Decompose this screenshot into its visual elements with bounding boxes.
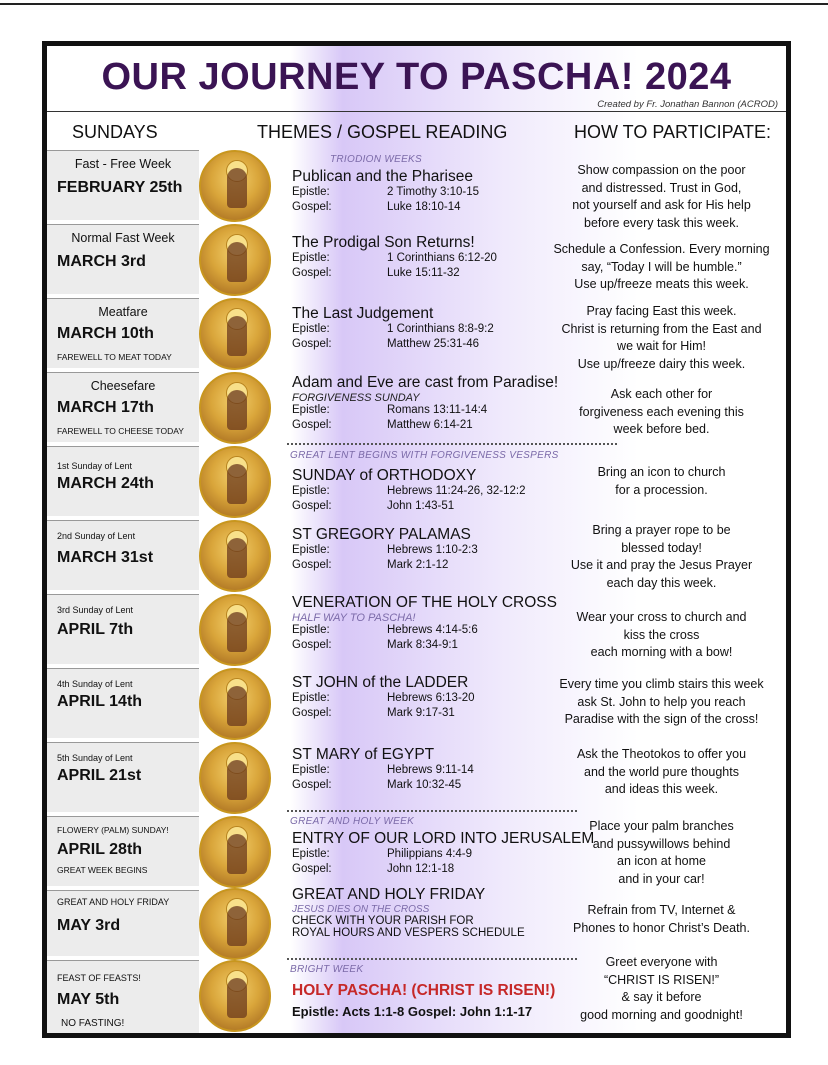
text-line: CHECK WITH YOUR PARISH FOR xyxy=(292,915,474,927)
text-line: Mark 10:32-45 xyxy=(387,779,462,791)
text-line: John 12:1-18 xyxy=(387,863,455,875)
gregory-palamas-icon xyxy=(199,520,271,592)
text-line: each day this week. xyxy=(606,575,717,590)
text-line: 4th Sunday of Lent xyxy=(57,679,133,689)
text-line: Meatfare xyxy=(98,305,148,319)
text-line: Epistle: xyxy=(292,252,330,264)
column-header-participate: HOW TO PARTICIPATE: xyxy=(574,122,772,142)
text-line: Paradise with the sign of the cross! xyxy=(564,712,759,726)
text-line: Mark 8:34-9:1 xyxy=(387,639,458,651)
text-line: 1 Corinthians 8:8-9:2 xyxy=(387,323,494,335)
text-line: forgiveness each evening this xyxy=(579,404,744,419)
text-line: and the world pure thoughts xyxy=(584,764,739,779)
theme-subtitle: JESUS DIES ON THE CROSS xyxy=(292,904,430,915)
sunday-date: APRIL 14th xyxy=(57,693,143,710)
participation-text xyxy=(537,241,786,294)
text-line: blessed today! xyxy=(621,540,702,555)
text-line: Epistle: xyxy=(292,624,330,636)
text-line: 2 Timothy 3:10-15 xyxy=(387,186,480,198)
text-line: say, “Today I will be humble.” xyxy=(581,259,742,274)
text-line: we wait for Him! xyxy=(617,339,706,353)
sunday-cell xyxy=(47,890,199,956)
text-line: Refrain from TV, Internet & xyxy=(587,903,736,917)
text-line: Epistle: xyxy=(292,692,330,704)
text-line: Epistle: xyxy=(292,764,330,776)
text-line: Normal Fast Week xyxy=(71,231,175,245)
text-line: Use up/freeze meats this week. xyxy=(574,277,749,291)
participation-text xyxy=(537,902,786,937)
text-line: Philippians 4:4-9 xyxy=(387,848,473,860)
text-line: 2nd Sunday of Lent xyxy=(57,531,136,541)
theme-title: ST MARY of EGYPT xyxy=(292,746,435,763)
text-line: Fast - Free Week xyxy=(74,157,172,171)
text-line: FEAST OF FEASTS! xyxy=(57,973,141,983)
text-line: Gospel: xyxy=(292,201,332,213)
text-line: “CHRIST IS RISEN!” xyxy=(603,972,720,987)
last-judgement-icon xyxy=(199,298,271,370)
text-line: ROYAL HOURS AND VESPERS SCHEDULE xyxy=(292,927,525,939)
text-line: Epistle: xyxy=(292,404,330,416)
sunday-date: MARCH 17th xyxy=(57,399,154,416)
sunday-date: APRIL 7th xyxy=(57,621,134,638)
divider-great-lent xyxy=(290,450,610,461)
sunday-date: MAY 5th xyxy=(57,991,120,1008)
text-line: Hebrews 9:11-14 xyxy=(387,764,474,776)
text-line: Phones to honor Christ’s Death. xyxy=(573,920,750,935)
sunday-date: MAY 3rd xyxy=(57,917,121,934)
sunday-date: MARCH 3rd xyxy=(57,253,146,270)
text-line: Use it and pray the Jesus Prayer xyxy=(570,558,753,572)
text-line: Show compassion on the poor xyxy=(577,163,746,177)
text-line: Hebrews 4:14-5:6 xyxy=(387,624,478,636)
mary-egypt-icon xyxy=(199,742,271,814)
text-line: an icon at home xyxy=(617,854,706,868)
text-line: GREAT WEEK BEGINS xyxy=(57,865,148,875)
text-line: Gospel: xyxy=(292,639,332,651)
participation-text xyxy=(537,303,786,373)
sunday-date: MARCH 31st xyxy=(57,549,154,566)
text-line: Hebrews 6:13-20 xyxy=(387,692,475,704)
text-line: Epistle: xyxy=(292,485,330,497)
text-line: Wear your cross to church and xyxy=(576,610,747,624)
sunday-cell xyxy=(47,520,199,590)
dotted-divider xyxy=(287,810,577,812)
participation-text xyxy=(537,818,786,888)
text-line: GREAT AND HOLY FRIDAY xyxy=(57,897,170,907)
theme-title: ST JOHN of the LADDER xyxy=(292,674,469,691)
text-line: Hebrews 11:24-26, 32-12:2 xyxy=(387,485,526,497)
sunday-cell xyxy=(47,224,199,294)
theme-subtitle: FORGIVENESS SUNDAY xyxy=(292,392,420,404)
resurrection-icon xyxy=(199,960,271,1032)
participation-text xyxy=(537,464,786,499)
holy-cross-icon xyxy=(199,594,271,666)
prodigal-son-icon xyxy=(199,224,271,296)
theme-title: VENERATION OF THE HOLY CROSS xyxy=(292,594,557,611)
text-line: Bring a prayer rope to be xyxy=(592,523,731,537)
text-line: Gospel: xyxy=(292,338,332,350)
poster xyxy=(42,41,791,1038)
text-line: TRIODION WEEKS xyxy=(330,154,422,165)
sunday-cell xyxy=(47,816,199,886)
text-line: Schedule a Confession. Every morning xyxy=(553,242,770,256)
text-line: Gospel: xyxy=(292,707,332,719)
text-line: not yourself and ask for His help xyxy=(572,198,751,212)
top-rule xyxy=(0,3,828,5)
participation-text xyxy=(537,386,786,439)
text-line: ask St. John to help you reach xyxy=(577,694,746,709)
theme-subtitle: HALF WAY TO PASCHA! xyxy=(292,612,416,624)
text-line: Romans 13:11-14:4 xyxy=(387,404,488,416)
text-line: and in your car! xyxy=(618,871,705,886)
text-line: Gospel: xyxy=(292,559,332,571)
sunday-cell xyxy=(47,150,199,220)
crucifixion-icon xyxy=(199,888,271,960)
text-line: Pray facing East this week. xyxy=(586,304,737,318)
text-line: Mark 2:1-12 xyxy=(387,559,449,571)
theme-title: The Last Judgement xyxy=(292,305,434,322)
participation-text xyxy=(537,746,786,799)
sunday-cell xyxy=(47,960,199,1033)
text-line: before every task this week. xyxy=(584,215,739,230)
sunday-cell xyxy=(47,446,199,516)
text-line: Mark 9:17-31 xyxy=(387,707,455,719)
text-line: week before bed. xyxy=(613,422,710,436)
text-line: for a procession. xyxy=(615,482,708,497)
text-line: Epistle: xyxy=(292,186,330,198)
header-divider xyxy=(47,111,786,112)
text-line: Gospel: xyxy=(292,500,332,512)
participation-text xyxy=(537,522,786,592)
text-line: Gospel: xyxy=(292,863,332,875)
text-line: Luke 18:10-14 xyxy=(387,201,461,213)
theme-title: SUNDAY of ORTHODOXY xyxy=(292,467,477,484)
text-line: Hebrews 1:10-2:3 xyxy=(387,544,478,556)
entry-jerusalem-icon xyxy=(199,816,271,888)
text-line: Epistle: xyxy=(292,323,330,335)
text-line: BRIGHT WEEK xyxy=(290,964,364,975)
text-line: Ask each other for xyxy=(610,387,713,401)
text-line: Epistle: xyxy=(292,848,330,860)
text-line: GREAT LENT BEGINS WITH FORGIVENESS VESPERS xyxy=(290,450,559,461)
text-line: 3rd Sunday of Lent xyxy=(57,605,134,615)
theme-title: The Prodigal Son Returns! xyxy=(292,234,475,251)
theme-title: ENTRY OF OUR LORD INTO JERUSALEM xyxy=(292,830,595,847)
text-line: Every time you climb stairs this week xyxy=(559,677,764,691)
theme-title: GREAT AND HOLY FRIDAY xyxy=(292,886,486,903)
text-line: Gospel: xyxy=(292,779,332,791)
text-line: NO FASTING! xyxy=(61,1018,125,1029)
text-line: Luke 15:11-32 xyxy=(387,267,460,279)
dotted-divider xyxy=(287,443,617,445)
text-line: and distressed. Trust in God, xyxy=(581,180,742,195)
text-line: Matthew 25:31-46 xyxy=(387,338,480,350)
text-line: FLOWERY (PALM) SUNDAY! xyxy=(57,825,169,835)
sunday-cell xyxy=(47,594,199,664)
text-line: Epistle: xyxy=(292,544,330,556)
participation-text xyxy=(537,162,786,232)
readings-line: Epistle: Acts 1:1-8 Gospel: John 1:1-17 xyxy=(292,1004,533,1019)
adam-eve-icon xyxy=(199,372,271,444)
text-line: Matthew 6:14-21 xyxy=(387,419,473,431)
text-line: John 1:43-51 xyxy=(387,500,455,512)
theme-title: ST GREGORY PALAMAS xyxy=(292,526,471,543)
text-line: Gospel: xyxy=(292,267,332,279)
text-line: good morning and goodnight! xyxy=(580,1007,743,1022)
participation-text xyxy=(537,609,786,662)
sunday-date: MARCH 24th xyxy=(57,475,154,492)
poster-title: OUR JOURNEY TO PASCHA! 2024 xyxy=(101,56,732,98)
sunday-date: APRIL 28th xyxy=(57,841,143,858)
text-line: GREAT AND HOLY WEEK xyxy=(290,816,415,827)
publican-pharisee-icon xyxy=(199,150,271,222)
theotokos-icon xyxy=(199,446,271,518)
sunday-date: APRIL 21st xyxy=(57,767,142,784)
text-line: Cheesefare xyxy=(90,379,156,393)
text-line: Bring an icon to church xyxy=(597,465,726,479)
text-line: Place your palm branches xyxy=(589,819,734,833)
text-line: kiss the cross xyxy=(623,627,700,642)
text-line: Gospel: xyxy=(292,419,332,431)
text-line: each morning with a bow! xyxy=(590,645,733,659)
theme-title: Publican and the Pharisee xyxy=(292,168,473,185)
sunday-cell xyxy=(47,668,199,738)
participation-text xyxy=(537,676,786,729)
text-line: Use up/freeze dairy this week. xyxy=(577,356,746,371)
column-header-sundays: SUNDAYS xyxy=(72,122,158,142)
text-line: and pussywillows behind xyxy=(592,836,731,851)
theme-title: HOLY PASCHA! (CHRIST IS RISEN!) xyxy=(292,982,556,999)
ladder-icon xyxy=(199,668,271,740)
text-line: Greet everyone with xyxy=(605,955,718,969)
sunday-date: MARCH 10th xyxy=(57,325,154,342)
text-line: FAREWELL TO CHEESE TODAY xyxy=(57,426,184,436)
participation-text xyxy=(537,954,786,1024)
sunday-cell xyxy=(47,742,199,812)
text-line: 1st Sunday of Lent xyxy=(57,461,133,471)
sunday-cell xyxy=(47,372,199,442)
sunday-date: FEBRUARY 25th xyxy=(57,179,183,196)
theme-title: Adam and Eve are cast from Paradise! xyxy=(292,374,559,391)
column-header-themes: THEMES / GOSPEL READING xyxy=(257,122,508,142)
text-line: and ideas this week. xyxy=(604,782,719,796)
sunday-cell xyxy=(47,298,199,368)
text-line: FAREWELL TO MEAT TODAY xyxy=(57,352,172,362)
dotted-divider xyxy=(287,958,577,960)
text-line: Christ is returning from the East and xyxy=(561,321,762,336)
text-line: & say it before xyxy=(621,990,702,1004)
text-line: Ask the Theotokos to offer you xyxy=(576,747,747,761)
text-line: 1 Corinthians 6:12-20 xyxy=(387,252,497,264)
text-line: 5th Sunday of Lent xyxy=(57,753,133,763)
credit-line: Created by Fr. Jonathan Bannon (ACROD) xyxy=(597,99,778,110)
